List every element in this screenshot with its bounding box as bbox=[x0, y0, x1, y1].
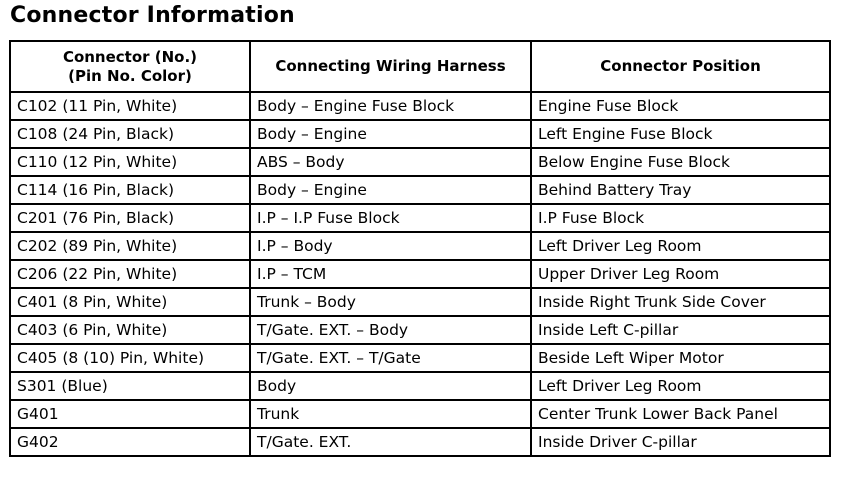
cell-connector: C405 (8 (10) Pin, White) bbox=[10, 344, 250, 372]
cell-position: Beside Left Wiper Motor bbox=[531, 344, 830, 372]
cell-position: Below Engine Fuse Block bbox=[531, 148, 830, 176]
header-harness: Connecting Wiring Harness bbox=[250, 41, 531, 92]
table-row bbox=[10, 400, 830, 428]
cell-harness: Trunk – Body bbox=[250, 288, 531, 316]
table-row bbox=[10, 260, 830, 288]
header-position: Connector Position bbox=[531, 41, 830, 92]
cell-connector: C114 (16 Pin, Black) bbox=[10, 176, 250, 204]
cell-harness: Body – Engine Fuse Block bbox=[250, 92, 531, 120]
table-row bbox=[10, 120, 830, 148]
cell-position: Center Trunk Lower Back Panel bbox=[531, 400, 830, 428]
cell-harness: T/Gate. EXT. – T/Gate bbox=[250, 344, 531, 372]
cell-connector: C102 (11 Pin, White) bbox=[10, 92, 250, 120]
table-row bbox=[10, 232, 830, 260]
cell-position: Inside Left C-pillar bbox=[531, 316, 830, 344]
connector-table bbox=[9, 40, 831, 457]
cell-connector: G402 bbox=[10, 428, 250, 456]
table-row bbox=[10, 288, 830, 316]
cell-position: Left Engine Fuse Block bbox=[531, 120, 830, 148]
table-row bbox=[10, 372, 830, 400]
cell-harness: I.P – I.P Fuse Block bbox=[250, 204, 531, 232]
table-row bbox=[10, 204, 830, 232]
table-row bbox=[10, 428, 830, 456]
cell-position: Left Driver Leg Room bbox=[531, 232, 830, 260]
cell-position: Upper Driver Leg Room bbox=[531, 260, 830, 288]
table-row bbox=[10, 316, 830, 344]
header-connector bbox=[10, 41, 250, 92]
table-row bbox=[10, 176, 830, 204]
cell-position: Inside Right Trunk Side Cover bbox=[531, 288, 830, 316]
cell-harness: ABS – Body bbox=[250, 148, 531, 176]
cell-harness: T/Gate. EXT. bbox=[250, 428, 531, 456]
cell-position: Inside Driver C-pillar bbox=[531, 428, 830, 456]
table-row bbox=[10, 344, 830, 372]
cell-position: Behind Battery Tray bbox=[531, 176, 830, 204]
cell-position: Left Driver Leg Room bbox=[531, 372, 830, 400]
cell-connector: C110 (12 Pin, White) bbox=[10, 148, 250, 176]
table-header-row bbox=[10, 41, 830, 92]
cell-harness: T/Gate. EXT. – Body bbox=[250, 316, 531, 344]
cell-position: I.P Fuse Block bbox=[531, 204, 830, 232]
cell-harness: I.P – Body bbox=[250, 232, 531, 260]
cell-connector: C108 (24 Pin, Black) bbox=[10, 120, 250, 148]
cell-harness: Body – Engine bbox=[250, 176, 531, 204]
page-title: Connector Information bbox=[10, 3, 295, 28]
cell-connector: C401 (8 Pin, White) bbox=[10, 288, 250, 316]
cell-connector: C201 (76 Pin, Black) bbox=[10, 204, 250, 232]
cell-connector: G401 bbox=[10, 400, 250, 428]
cell-connector: C206 (22 Pin, White) bbox=[10, 260, 250, 288]
header-connector-line2: (Pin No. Color) bbox=[68, 66, 192, 85]
cell-harness: Trunk bbox=[250, 400, 531, 428]
cell-harness: Body – Engine bbox=[250, 120, 531, 148]
cell-harness: Body bbox=[250, 372, 531, 400]
table-row bbox=[10, 148, 830, 176]
table-body bbox=[10, 92, 830, 456]
header-connector-line1: Connector (No.) bbox=[62, 47, 198, 66]
cell-connector: C202 (89 Pin, White) bbox=[10, 232, 250, 260]
cell-position: Engine Fuse Block bbox=[531, 92, 830, 120]
cell-connector: C403 (6 Pin, White) bbox=[10, 316, 250, 344]
cell-connector: S301 (Blue) bbox=[10, 372, 250, 400]
table-row bbox=[10, 92, 830, 120]
cell-harness: I.P – TCM bbox=[250, 260, 531, 288]
